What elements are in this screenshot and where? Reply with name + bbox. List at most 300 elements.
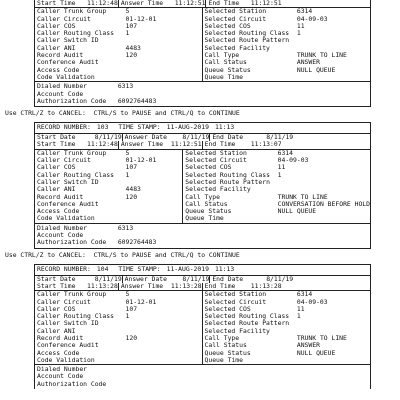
field-gap — [95, 357, 126, 364]
label: Start Time — [37, 0, 76, 7]
field-row — [183, 179, 370, 186]
value: 11:12:51 — [174, 0, 206, 7]
label: Answer Time — [120, 140, 164, 149]
field-gap — [91, 299, 126, 306]
record-bottom — [35, 224, 370, 248]
field-gap — [266, 299, 297, 306]
field-label: Selected Station — [204, 291, 267, 299]
field-label: Queue Time — [204, 356, 243, 364]
field-value: 4483 — [125, 44, 141, 52]
field-row — [35, 186, 182, 193]
field-label: Selected Routing Class — [204, 313, 290, 321]
call-record-printout — [5, 0, 371, 389]
label: End Date — [212, 274, 244, 283]
label: End Time — [204, 140, 236, 149]
field-row — [35, 208, 182, 215]
field-value: 1 — [277, 171, 282, 179]
field-gap — [289, 320, 297, 327]
field-gap — [266, 8, 297, 15]
field-value: 6314 — [296, 291, 313, 299]
field-label: Selected Station — [185, 149, 247, 157]
field-row — [35, 67, 202, 74]
field-label: Authorization Code — [37, 97, 107, 105]
field-label: Caller Trunk Group — [37, 149, 107, 157]
field-gap — [75, 328, 125, 335]
field-value: 11 — [296, 22, 305, 30]
field-gap — [95, 215, 126, 222]
time-stamp-label: TIME STAMP: — [118, 264, 161, 273]
bottom-field-row — [35, 381, 370, 388]
field-gap — [228, 201, 278, 208]
field-label: Code Validation — [37, 356, 95, 364]
right-field-column — [183, 150, 370, 223]
field-row — [35, 335, 202, 342]
call-record-103 — [34, 122, 371, 248]
field-row — [35, 30, 202, 37]
field-label: Record Audit — [37, 334, 84, 342]
value: 11:12:51 — [250, 0, 282, 7]
field-gap — [99, 320, 126, 327]
field-row — [203, 306, 371, 313]
field-value: 6314 — [277, 149, 294, 157]
field-value: 01-12-01 — [125, 298, 157, 306]
field-value: 1 — [125, 30, 130, 38]
field-gap — [83, 335, 125, 342]
field-gap — [91, 157, 126, 164]
field-label: Selected Circuit — [204, 15, 267, 23]
call-record-102 — [34, 0, 371, 107]
field-row — [183, 215, 370, 222]
cancel-message: Use CTRL/Z to CANCEL: CTRL/S to PAUSE and CTRL/Q to CONTINUE — [5, 109, 240, 118]
field-label: Queue Time — [185, 215, 224, 223]
field-value: 120 — [125, 334, 138, 342]
field-value: TRUNK TO LINE — [277, 193, 328, 201]
field-gap — [87, 366, 118, 373]
value: 8/11/19 — [266, 133, 294, 142]
field-gap — [79, 350, 125, 357]
field-value: 120 — [125, 52, 138, 60]
bottom-field-row — [35, 83, 370, 90]
field-row — [35, 357, 202, 364]
field-gap — [231, 164, 277, 171]
field-value: 6313 — [117, 83, 134, 91]
field-label: Caller ANI — [37, 44, 76, 52]
field-value: 6092764483 — [117, 97, 157, 105]
field-label: Caller ANI — [37, 327, 76, 335]
field-row — [203, 52, 371, 59]
field-gap — [239, 52, 297, 59]
field-gap — [75, 45, 125, 52]
field-label: Caller COS — [37, 305, 76, 313]
field-gap — [243, 357, 297, 364]
field-gap — [106, 98, 118, 105]
field-label: Call Type — [185, 193, 220, 201]
field-row — [203, 8, 371, 15]
field-row — [35, 291, 202, 298]
field-label: Dialed Number — [37, 83, 88, 91]
field-gap — [83, 373, 118, 380]
right-field-column — [203, 291, 371, 364]
field-value: 6313 — [117, 224, 134, 232]
field-value: 1 — [125, 171, 130, 179]
field-value: 01-12-01 — [125, 15, 157, 23]
field-row — [203, 357, 371, 364]
value: 8/11/19 — [182, 133, 210, 142]
field-gap — [75, 306, 125, 313]
field-gap — [251, 306, 297, 313]
field-label: Selected Facility — [204, 44, 270, 52]
field-row — [203, 350, 371, 357]
field-value: 04-09-03 — [296, 15, 328, 23]
field-label: Caller Switch ID — [37, 320, 99, 328]
field-row — [203, 37, 371, 44]
field-value: TRUNK TO LINE — [296, 52, 347, 60]
field-row — [35, 350, 202, 357]
field-row — [183, 201, 370, 208]
field-gap — [87, 83, 118, 90]
field-gap — [106, 150, 125, 157]
field-gap — [106, 239, 118, 246]
field-label: Account Code — [37, 373, 84, 381]
field-label: Caller Routing Class — [37, 30, 114, 38]
field-gap — [247, 342, 297, 349]
field-value: 107 — [125, 164, 138, 172]
cancel-message: Use CTRL/Z to CANCEL: CTRL/S to PAUSE and CTRL/Q to CONTINUE — [5, 250, 240, 259]
field-value: NULL QUEUE — [296, 66, 336, 74]
field-row — [35, 215, 182, 222]
field-label: Caller Routing Class — [37, 171, 114, 179]
field-label: Conference Audit — [37, 200, 99, 208]
bottom-field-row — [35, 373, 370, 380]
field-gap — [270, 328, 297, 335]
field-gap — [266, 291, 297, 298]
field-row — [35, 320, 202, 327]
field-label: Authorization Code — [37, 380, 107, 388]
field-label: Selected Routing Class — [185, 171, 270, 179]
field-value: 5 — [125, 8, 130, 16]
field-value: ANSWER — [296, 59, 320, 67]
field-label: Access Code — [37, 349, 80, 357]
field-row — [183, 164, 370, 171]
bottom-field-row — [35, 366, 370, 373]
record-bottom — [35, 365, 370, 389]
field-label: Queue Time — [204, 73, 243, 81]
field-row — [35, 201, 182, 208]
field-label: Caller Circuit — [37, 298, 91, 306]
field-row — [35, 8, 202, 15]
value: 8/11/19 — [94, 274, 122, 283]
field-row — [183, 194, 370, 201]
field-value: 11 — [277, 164, 286, 172]
label: Start Time — [37, 140, 76, 149]
field-gap — [251, 23, 297, 30]
label: End Time — [208, 0, 240, 7]
field-label: Code Validation — [37, 215, 95, 223]
field-label: Caller Circuit — [37, 15, 91, 23]
field-value: 6314 — [296, 8, 313, 16]
field-row — [203, 328, 371, 335]
field-value: 1 — [296, 313, 301, 321]
field-label: Code Validation — [37, 73, 95, 81]
label: Answer Date — [124, 133, 167, 142]
field-row — [203, 74, 371, 81]
field-value: NULL QUEUE — [277, 208, 317, 216]
field-label: Access Code — [37, 66, 80, 74]
record-bottom — [35, 82, 370, 106]
field-value: 107 — [125, 305, 138, 313]
field-label: Record Audit — [37, 52, 84, 60]
bottom-field-row — [35, 98, 370, 105]
field-row — [35, 313, 202, 320]
field-gap — [270, 172, 278, 179]
field-gap — [106, 381, 118, 388]
record-fields — [35, 8, 370, 82]
field-label: Conference Audit — [37, 342, 99, 350]
field-gap — [251, 186, 278, 193]
field-gap — [239, 335, 297, 342]
field-row — [183, 186, 370, 193]
field-value: 1 — [296, 30, 301, 38]
field-label: Selected COS — [204, 305, 251, 313]
field-label: Selected COS — [185, 164, 232, 172]
field-row — [183, 172, 370, 179]
field-gap — [114, 30, 126, 37]
record-times — [35, 141, 370, 149]
field-label: Call Status — [204, 342, 247, 350]
field-gap — [79, 67, 125, 74]
field-gap — [79, 208, 125, 215]
field-gap — [289, 37, 297, 44]
left-field-column — [35, 150, 183, 223]
field-row — [203, 320, 371, 327]
field-label: Queue Status — [185, 208, 232, 216]
value: 11:12:48 — [87, 0, 118, 7]
bottom-field-row — [35, 91, 370, 98]
field-row — [203, 291, 371, 298]
field-label: Account Code — [37, 90, 84, 98]
field-row — [203, 67, 371, 74]
field-value: CONVERSATION BEFORE HOLD — [277, 200, 370, 208]
field-label: Caller Trunk Group — [37, 8, 107, 16]
time-stamp-label: TIME STAMP: — [118, 123, 161, 132]
field-gap — [83, 232, 118, 239]
field-label: Caller Routing Class — [37, 313, 114, 321]
field-row — [35, 172, 182, 179]
field-label: Caller Circuit — [37, 157, 91, 165]
field-label: Caller ANI — [37, 186, 76, 194]
label: End Time — [204, 281, 236, 290]
field-row — [35, 194, 182, 201]
field-gap — [75, 186, 125, 193]
field-gap — [83, 52, 125, 59]
time-stamp-date: 11-AUG-2019 — [166, 264, 209, 273]
record-number-label: RECORD NUMBER: — [37, 123, 91, 132]
value: 8/11/19 — [182, 274, 210, 283]
field-gap — [247, 157, 278, 164]
field-value: 04-09-03 — [296, 298, 328, 306]
field-label: Dialed Number — [37, 224, 88, 232]
field-label: Conference Audit — [37, 59, 99, 67]
field-label: Selected Station — [204, 8, 267, 16]
field-row — [35, 74, 202, 81]
field-gap — [106, 8, 125, 15]
field-row — [35, 179, 182, 186]
field-row — [35, 16, 202, 23]
field-row — [183, 150, 370, 157]
field-row — [35, 164, 182, 171]
field-label: Caller Switch ID — [37, 178, 99, 186]
field-row — [203, 59, 371, 66]
field-row — [35, 150, 182, 157]
label: Answer Date — [124, 274, 167, 283]
field-value: 11 — [296, 305, 305, 313]
field-gap — [114, 313, 126, 320]
field-row — [35, 157, 182, 164]
field-label: Selected Circuit — [204, 298, 267, 306]
field-row — [35, 299, 202, 306]
label: Answer Time — [120, 0, 164, 7]
field-value: 5 — [125, 291, 130, 299]
field-gap — [251, 350, 297, 357]
field-gap — [87, 225, 118, 232]
call-record-104 — [34, 264, 371, 389]
field-label: Account Code — [37, 232, 84, 240]
field-row — [35, 37, 202, 44]
field-label: Selected Facility — [204, 327, 270, 335]
field-label: Caller Switch ID — [37, 37, 99, 45]
left-field-column — [35, 291, 203, 364]
record-fields — [35, 291, 370, 365]
bottom-field-row — [35, 225, 370, 232]
right-field-column — [203, 8, 371, 81]
field-value: 5 — [125, 149, 130, 157]
record-number: 104 — [96, 264, 109, 273]
field-label: Selected Route Pattern — [204, 37, 290, 45]
field-gap — [106, 291, 125, 298]
label: Answer Time — [120, 281, 164, 290]
field-label: Selected Route Pattern — [204, 320, 290, 328]
field-label: Selected COS — [204, 22, 251, 30]
field-gap — [247, 150, 278, 157]
record-times — [35, 283, 370, 291]
field-value: ANSWER — [296, 342, 320, 350]
field-gap — [243, 74, 297, 81]
record-fields — [35, 150, 370, 224]
field-row — [183, 157, 370, 164]
bottom-field-row — [35, 239, 370, 246]
label: Start Time — [37, 281, 76, 290]
field-gap — [251, 67, 297, 74]
field-gap — [83, 194, 125, 201]
field-label: Selected Routing Class — [204, 30, 290, 38]
field-gap — [99, 37, 126, 44]
field-row — [35, 23, 202, 30]
field-row — [203, 335, 371, 342]
left-field-column — [35, 8, 203, 81]
field-row — [35, 306, 202, 313]
field-value: TRUNK TO LINE — [296, 334, 347, 342]
field-gap — [114, 172, 126, 179]
field-row — [183, 208, 370, 215]
label: End Date — [212, 133, 244, 142]
record-number: 103 — [96, 123, 109, 132]
field-label: Call Status — [185, 200, 228, 208]
time-stamp-date: 11-AUG-2019 — [166, 123, 209, 132]
field-gap — [75, 23, 125, 30]
record-times — [35, 0, 370, 8]
field-label: Access Code — [37, 208, 80, 216]
field-gap — [231, 208, 277, 215]
field-gap — [95, 74, 126, 81]
field-gap — [270, 45, 297, 52]
field-value: 04-09-03 — [277, 157, 309, 165]
label: Start Date — [37, 133, 76, 142]
field-row — [35, 45, 202, 52]
field-label: Authorization Code — [37, 239, 107, 247]
field-row — [203, 23, 371, 30]
field-gap — [270, 179, 278, 186]
field-gap — [75, 164, 125, 171]
field-gap — [99, 59, 126, 66]
field-label: Selected Circuit — [185, 157, 247, 165]
field-row — [203, 299, 371, 306]
field-gap — [99, 201, 126, 208]
field-row — [35, 52, 202, 59]
value: 8/11/19 — [266, 274, 294, 283]
value: 11:12:51 — [170, 140, 202, 149]
field-gap — [83, 91, 118, 98]
field-row — [203, 342, 371, 349]
value: 11:13:28 — [87, 281, 118, 290]
record-number-label: RECORD NUMBER: — [37, 264, 91, 273]
field-row — [35, 59, 202, 66]
field-row — [203, 45, 371, 52]
value: 11:13:07 — [250, 140, 282, 149]
field-gap — [289, 313, 297, 320]
field-row — [203, 313, 371, 320]
time-stamp-time: 11:13 — [214, 264, 235, 273]
field-gap — [91, 16, 126, 23]
field-value: 01-12-01 — [125, 157, 157, 165]
field-gap — [220, 194, 278, 201]
label: Start Date — [37, 274, 76, 283]
field-row — [35, 328, 202, 335]
field-value: 1 — [125, 313, 130, 321]
field-label: Caller COS — [37, 164, 76, 172]
value: 11:12:48 — [87, 140, 118, 149]
field-label: Dialed Number — [37, 366, 88, 374]
field-value: 4483 — [125, 186, 141, 194]
field-value: 120 — [125, 193, 138, 201]
field-row — [35, 342, 202, 349]
value: 11:13:28 — [170, 281, 202, 290]
field-label: Call Type — [204, 52, 240, 60]
field-label: Caller COS — [37, 22, 76, 30]
field-value: 6092764483 — [117, 239, 157, 247]
field-row — [203, 16, 371, 23]
field-value: 107 — [125, 22, 138, 30]
bottom-field-row — [35, 232, 370, 239]
field-gap — [224, 215, 278, 222]
field-label: Call Type — [204, 334, 240, 342]
field-label: Selected Route Pattern — [185, 178, 270, 186]
field-label: Call Status — [204, 59, 247, 67]
field-gap — [99, 179, 126, 186]
field-gap — [289, 30, 297, 37]
field-label: Queue Status — [204, 349, 251, 357]
field-value: NULL QUEUE — [296, 349, 336, 357]
field-label: Record Audit — [37, 193, 84, 201]
